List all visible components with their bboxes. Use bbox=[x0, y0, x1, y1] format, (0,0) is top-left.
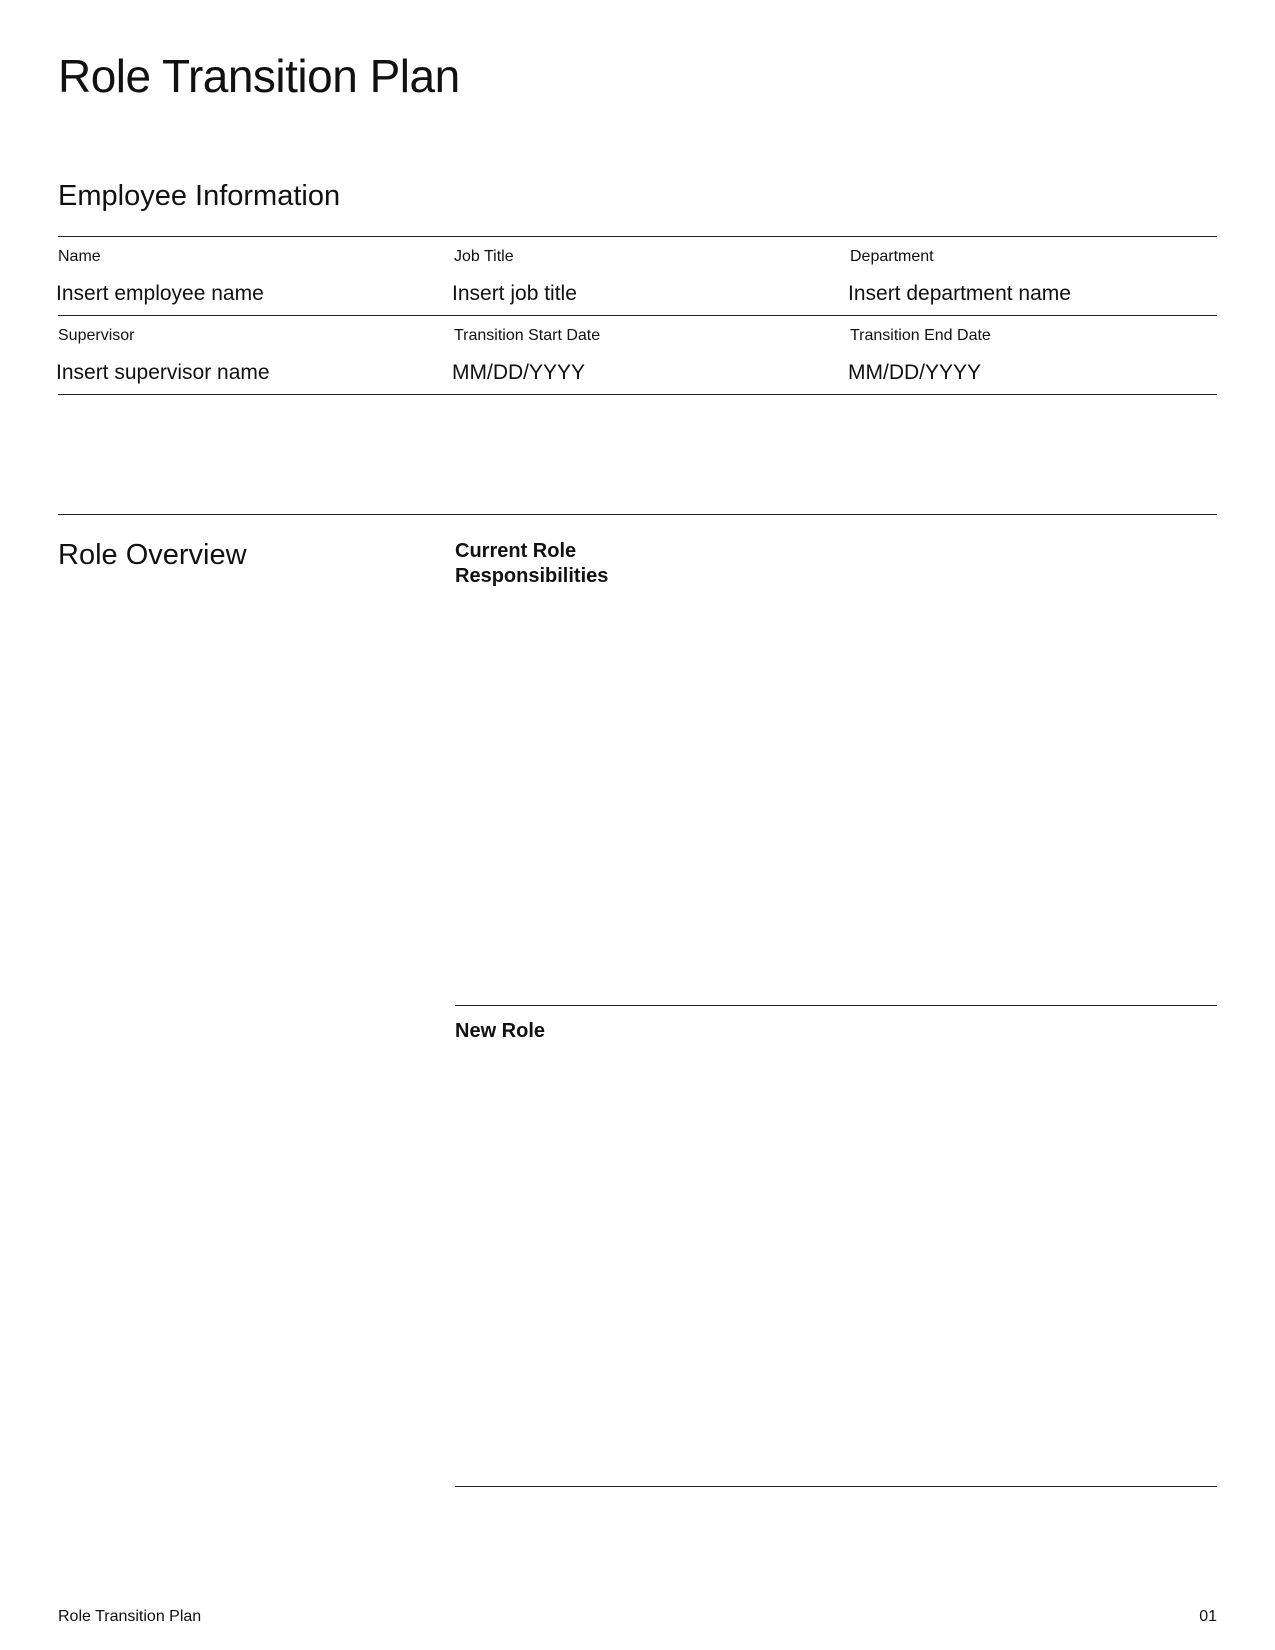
transition-start-date-field bbox=[454, 316, 850, 394]
name-field bbox=[58, 237, 454, 315]
current-role-heading-line1: Current Role bbox=[455, 540, 577, 562]
name-label: Name bbox=[58, 248, 101, 265]
job-title-value[interactable]: Insert job title bbox=[452, 282, 577, 305]
new-role-heading: New Role bbox=[455, 1020, 546, 1042]
info-row bbox=[58, 237, 1217, 316]
transition-end-date-label: Transition End Date bbox=[850, 327, 991, 344]
footer-title: Role Transition Plan bbox=[58, 1608, 202, 1625]
supervisor-field bbox=[58, 316, 454, 394]
department-field bbox=[850, 237, 1217, 315]
page-number: 01 bbox=[1199, 1608, 1217, 1625]
supervisor-value[interactable]: Insert supervisor name bbox=[56, 361, 270, 384]
transition-start-date-label: Transition Start Date bbox=[454, 327, 601, 344]
job-title-field bbox=[454, 237, 850, 315]
current-role-heading bbox=[455, 539, 608, 589]
page-title: Role Transition Plan bbox=[58, 50, 460, 102]
transition-start-date-value[interactable]: MM/DD/YYYY bbox=[452, 361, 586, 384]
bottom-divider bbox=[455, 1486, 1217, 1487]
role-overview-divider bbox=[58, 514, 1217, 515]
job-title-label: Job Title bbox=[454, 248, 514, 265]
current-role-heading-line2: Responsibilities bbox=[455, 565, 609, 587]
new-role-divider bbox=[455, 1005, 1217, 1006]
employee-information-heading: Employee Information bbox=[58, 180, 341, 212]
supervisor-label: Supervisor bbox=[58, 327, 135, 344]
transition-end-date-value[interactable]: MM/DD/YYYY bbox=[848, 361, 982, 384]
transition-end-date-field bbox=[850, 316, 1217, 394]
employee-information-table bbox=[58, 236, 1217, 395]
name-value[interactable]: Insert employee name bbox=[56, 282, 264, 305]
department-label: Department bbox=[850, 248, 934, 265]
info-row bbox=[58, 316, 1217, 395]
role-overview-heading: Role Overview bbox=[58, 539, 247, 571]
department-value[interactable]: Insert department name bbox=[848, 282, 1071, 305]
